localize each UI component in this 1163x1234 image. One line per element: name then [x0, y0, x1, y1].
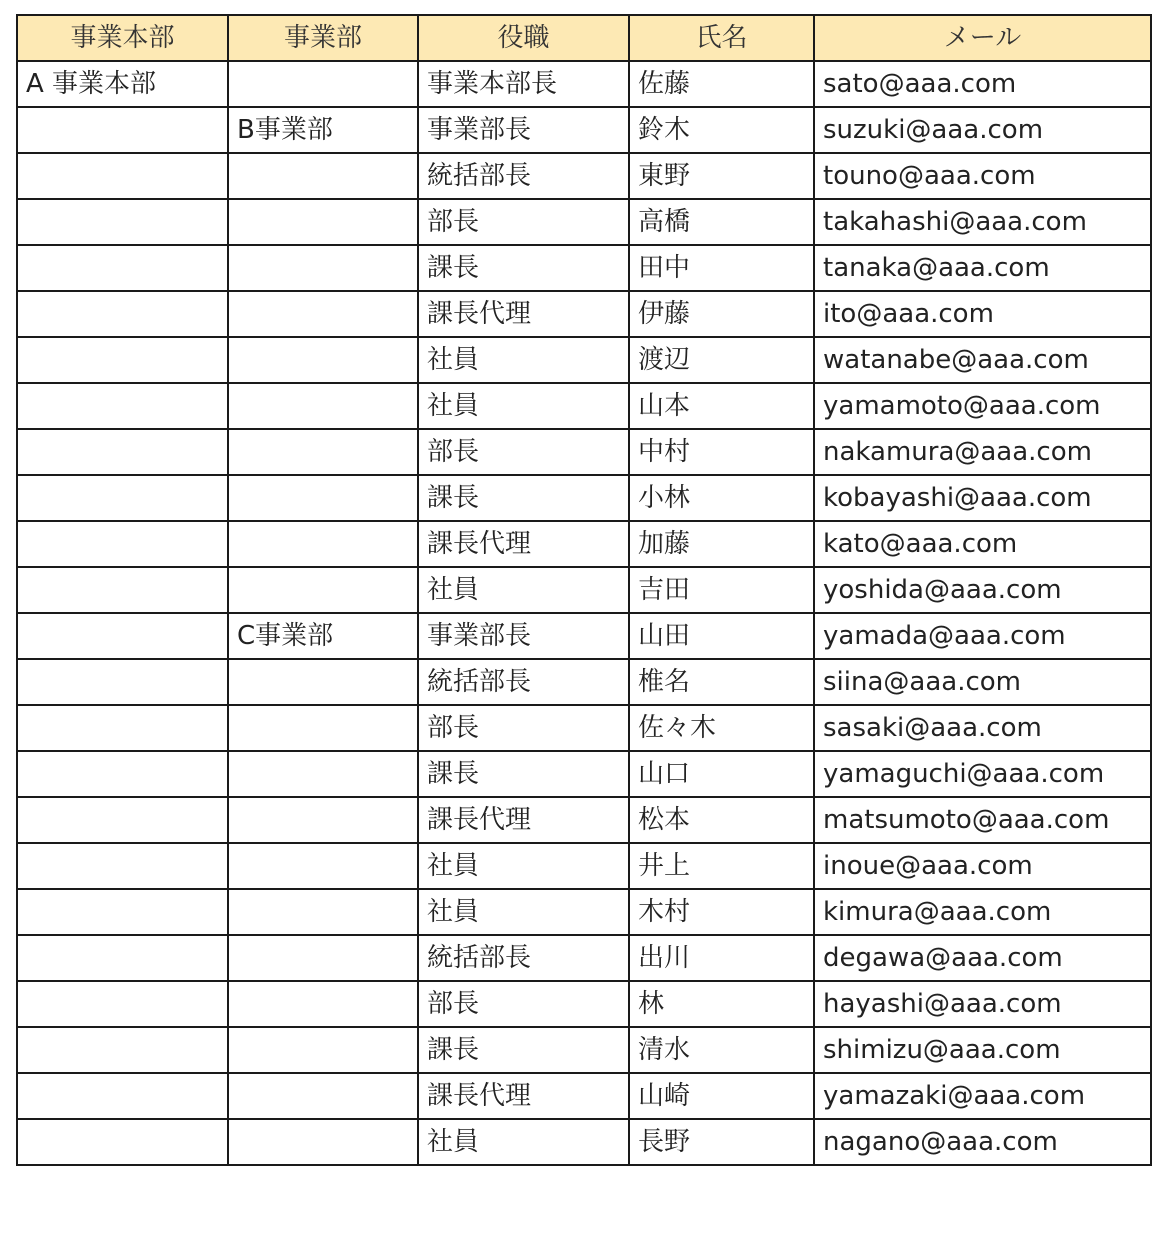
cell-email[interactable]: shimizu@aaa.com: [814, 1027, 1151, 1073]
table-row: [17, 1119, 1151, 1165]
cell-division[interactable]: [228, 199, 418, 245]
cell-division-hq[interactable]: [17, 107, 228, 153]
cell-email[interactable]: yamaguchi@aaa.com: [814, 751, 1151, 797]
cell-position[interactable]: 課長: [418, 475, 629, 521]
table-row: [17, 383, 1151, 429]
cell-division[interactable]: [228, 475, 418, 521]
table-row: [17, 797, 1151, 843]
header-row: [17, 15, 1151, 61]
cell-position[interactable]: 課長代理: [418, 291, 629, 337]
cell-division[interactable]: [228, 383, 418, 429]
cell-division-hq[interactable]: [17, 843, 228, 889]
cell-email[interactable]: yoshida@aaa.com: [814, 567, 1151, 613]
cell-division[interactable]: B事業部: [228, 107, 418, 153]
cell-position[interactable]: 社員: [418, 383, 629, 429]
cell-email[interactable]: sato@aaa.com: [814, 61, 1151, 107]
table-row: [17, 291, 1151, 337]
table-row: [17, 337, 1151, 383]
cell-name[interactable]: 井上: [629, 843, 814, 889]
cell-division[interactable]: [228, 843, 418, 889]
header-email[interactable]: メール: [814, 15, 1151, 61]
cell-division-hq[interactable]: A 事業本部: [17, 61, 228, 107]
cell-division-hq[interactable]: [17, 1119, 228, 1165]
cell-email[interactable]: yamazaki@aaa.com: [814, 1073, 1151, 1119]
cell-division-hq[interactable]: [17, 705, 228, 751]
cell-name[interactable]: 山口: [629, 751, 814, 797]
cell-division[interactable]: [228, 705, 418, 751]
cell-division-hq[interactable]: [17, 613, 228, 659]
cell-email[interactable]: ito@aaa.com: [814, 291, 1151, 337]
cell-name[interactable]: 佐々木: [629, 705, 814, 751]
cell-email[interactable]: kobayashi@aaa.com: [814, 475, 1151, 521]
cell-division[interactable]: [228, 659, 418, 705]
cell-email[interactable]: takahashi@aaa.com: [814, 199, 1151, 245]
cell-division-hq[interactable]: [17, 521, 228, 567]
cell-email[interactable]: degawa@aaa.com: [814, 935, 1151, 981]
cell-division-hq[interactable]: [17, 935, 228, 981]
cell-email[interactable]: nakamura@aaa.com: [814, 429, 1151, 475]
table-row: [17, 981, 1151, 1027]
cell-division[interactable]: [228, 521, 418, 567]
cell-division-hq[interactable]: [17, 383, 228, 429]
cell-name[interactable]: 松本: [629, 797, 814, 843]
cell-division-hq[interactable]: [17, 797, 228, 843]
cell-name[interactable]: 渡辺: [629, 337, 814, 383]
table-row: [17, 935, 1151, 981]
cell-name[interactable]: 東野: [629, 153, 814, 199]
cell-position[interactable]: 事業部長: [418, 613, 629, 659]
header-division-hq[interactable]: 事業本部: [17, 15, 228, 61]
cell-email[interactable]: kimura@aaa.com: [814, 889, 1151, 935]
cell-division[interactable]: C事業部: [228, 613, 418, 659]
cell-name[interactable]: 林: [629, 981, 814, 1027]
cell-email[interactable]: yamamoto@aaa.com: [814, 383, 1151, 429]
cell-name[interactable]: 小林: [629, 475, 814, 521]
cell-position[interactable]: 社員: [418, 889, 629, 935]
table-row: [17, 659, 1151, 705]
table-row: [17, 567, 1151, 613]
cell-email[interactable]: kato@aaa.com: [814, 521, 1151, 567]
cell-email[interactable]: siina@aaa.com: [814, 659, 1151, 705]
cell-division[interactable]: [228, 153, 418, 199]
cell-position[interactable]: 社員: [418, 843, 629, 889]
cell-position[interactable]: 課長: [418, 1027, 629, 1073]
cell-position[interactable]: 課長代理: [418, 1073, 629, 1119]
cell-division-hq[interactable]: [17, 153, 228, 199]
table-row: [17, 475, 1151, 521]
table-row: [17, 61, 1151, 107]
cell-division[interactable]: [228, 245, 418, 291]
table-row: [17, 153, 1151, 199]
cell-division[interactable]: [228, 1119, 418, 1165]
cell-email[interactable]: watanabe@aaa.com: [814, 337, 1151, 383]
cell-position[interactable]: 社員: [418, 337, 629, 383]
cell-division[interactable]: [228, 567, 418, 613]
cell-division-hq[interactable]: [17, 475, 228, 521]
cell-name[interactable]: 田中: [629, 245, 814, 291]
table-row: [17, 245, 1151, 291]
cell-division[interactable]: [228, 1073, 418, 1119]
table-row: [17, 1027, 1151, 1073]
table-row: [17, 705, 1151, 751]
cell-name[interactable]: 中村: [629, 429, 814, 475]
cell-position[interactable]: 統括部長: [418, 153, 629, 199]
cell-name[interactable]: 伊藤: [629, 291, 814, 337]
cell-email[interactable]: matsumoto@aaa.com: [814, 797, 1151, 843]
cell-name[interactable]: 佐藤: [629, 61, 814, 107]
cell-position[interactable]: 統括部長: [418, 935, 629, 981]
cell-name[interactable]: 木村: [629, 889, 814, 935]
cell-division[interactable]: [228, 935, 418, 981]
cell-name[interactable]: 清水: [629, 1027, 814, 1073]
cell-division[interactable]: [228, 797, 418, 843]
cell-position[interactable]: 部長: [418, 429, 629, 475]
cell-division[interactable]: [228, 889, 418, 935]
cell-name[interactable]: 長野: [629, 1119, 814, 1165]
table-row: [17, 521, 1151, 567]
header-name[interactable]: 氏名: [629, 15, 814, 61]
cell-email[interactable]: hayashi@aaa.com: [814, 981, 1151, 1027]
cell-name[interactable]: 出川: [629, 935, 814, 981]
cell-position[interactable]: 課長: [418, 751, 629, 797]
cell-name[interactable]: 山田: [629, 613, 814, 659]
cell-division[interactable]: [228, 751, 418, 797]
table-row: [17, 1073, 1151, 1119]
org-directory-table: [16, 14, 1152, 1166]
cell-division-hq[interactable]: [17, 889, 228, 935]
table-row: [17, 613, 1151, 659]
table-body: [17, 61, 1151, 1165]
cell-division-hq[interactable]: [17, 1027, 228, 1073]
table-row: [17, 889, 1151, 935]
cell-email[interactable]: tanaka@aaa.com: [814, 245, 1151, 291]
cell-division[interactable]: [228, 1027, 418, 1073]
cell-division-hq[interactable]: [17, 981, 228, 1027]
spreadsheet-area: [16, 14, 1152, 1166]
cell-division-hq[interactable]: [17, 199, 228, 245]
table-row: [17, 429, 1151, 475]
cell-name[interactable]: 加藤: [629, 521, 814, 567]
table-row: [17, 751, 1151, 797]
cell-position[interactable]: 社員: [418, 1119, 629, 1165]
cell-position[interactable]: 事業本部長: [418, 61, 629, 107]
cell-division-hq[interactable]: [17, 245, 228, 291]
cell-division-hq[interactable]: [17, 337, 228, 383]
cell-division[interactable]: [228, 429, 418, 475]
cell-email[interactable]: yamada@aaa.com: [814, 613, 1151, 659]
cell-division-hq[interactable]: [17, 291, 228, 337]
cell-position[interactable]: 社員: [418, 567, 629, 613]
cell-division[interactable]: [228, 61, 418, 107]
cell-email[interactable]: sasaki@aaa.com: [814, 705, 1151, 751]
header-division[interactable]: 事業部: [228, 15, 418, 61]
cell-position[interactable]: 部長: [418, 705, 629, 751]
table-row: [17, 843, 1151, 889]
cell-name[interactable]: 吉田: [629, 567, 814, 613]
cell-position[interactable]: 課長: [418, 245, 629, 291]
cell-email[interactable]: inoue@aaa.com: [814, 843, 1151, 889]
cell-name[interactable]: 山本: [629, 383, 814, 429]
cell-division-hq[interactable]: [17, 429, 228, 475]
cell-division-hq[interactable]: [17, 751, 228, 797]
cell-name[interactable]: 椎名: [629, 659, 814, 705]
cell-email[interactable]: suzuki@aaa.com: [814, 107, 1151, 153]
cell-division[interactable]: [228, 981, 418, 1027]
cell-position[interactable]: 課長代理: [418, 797, 629, 843]
cell-position[interactable]: 事業部長: [418, 107, 629, 153]
cell-name[interactable]: 高橋: [629, 199, 814, 245]
cell-division-hq[interactable]: [17, 659, 228, 705]
cell-division[interactable]: [228, 291, 418, 337]
cell-position[interactable]: 部長: [418, 981, 629, 1027]
table-row: [17, 199, 1151, 245]
cell-email[interactable]: nagano@aaa.com: [814, 1119, 1151, 1165]
cell-position[interactable]: 部長: [418, 199, 629, 245]
cell-name[interactable]: 鈴木: [629, 107, 814, 153]
cell-position[interactable]: 課長代理: [418, 521, 629, 567]
cell-name[interactable]: 山崎: [629, 1073, 814, 1119]
cell-position[interactable]: 統括部長: [418, 659, 629, 705]
cell-division-hq[interactable]: [17, 567, 228, 613]
header-position[interactable]: 役職: [418, 15, 629, 61]
cell-email[interactable]: touno@aaa.com: [814, 153, 1151, 199]
cell-division-hq[interactable]: [17, 1073, 228, 1119]
cell-division[interactable]: [228, 337, 418, 383]
table-row: [17, 107, 1151, 153]
